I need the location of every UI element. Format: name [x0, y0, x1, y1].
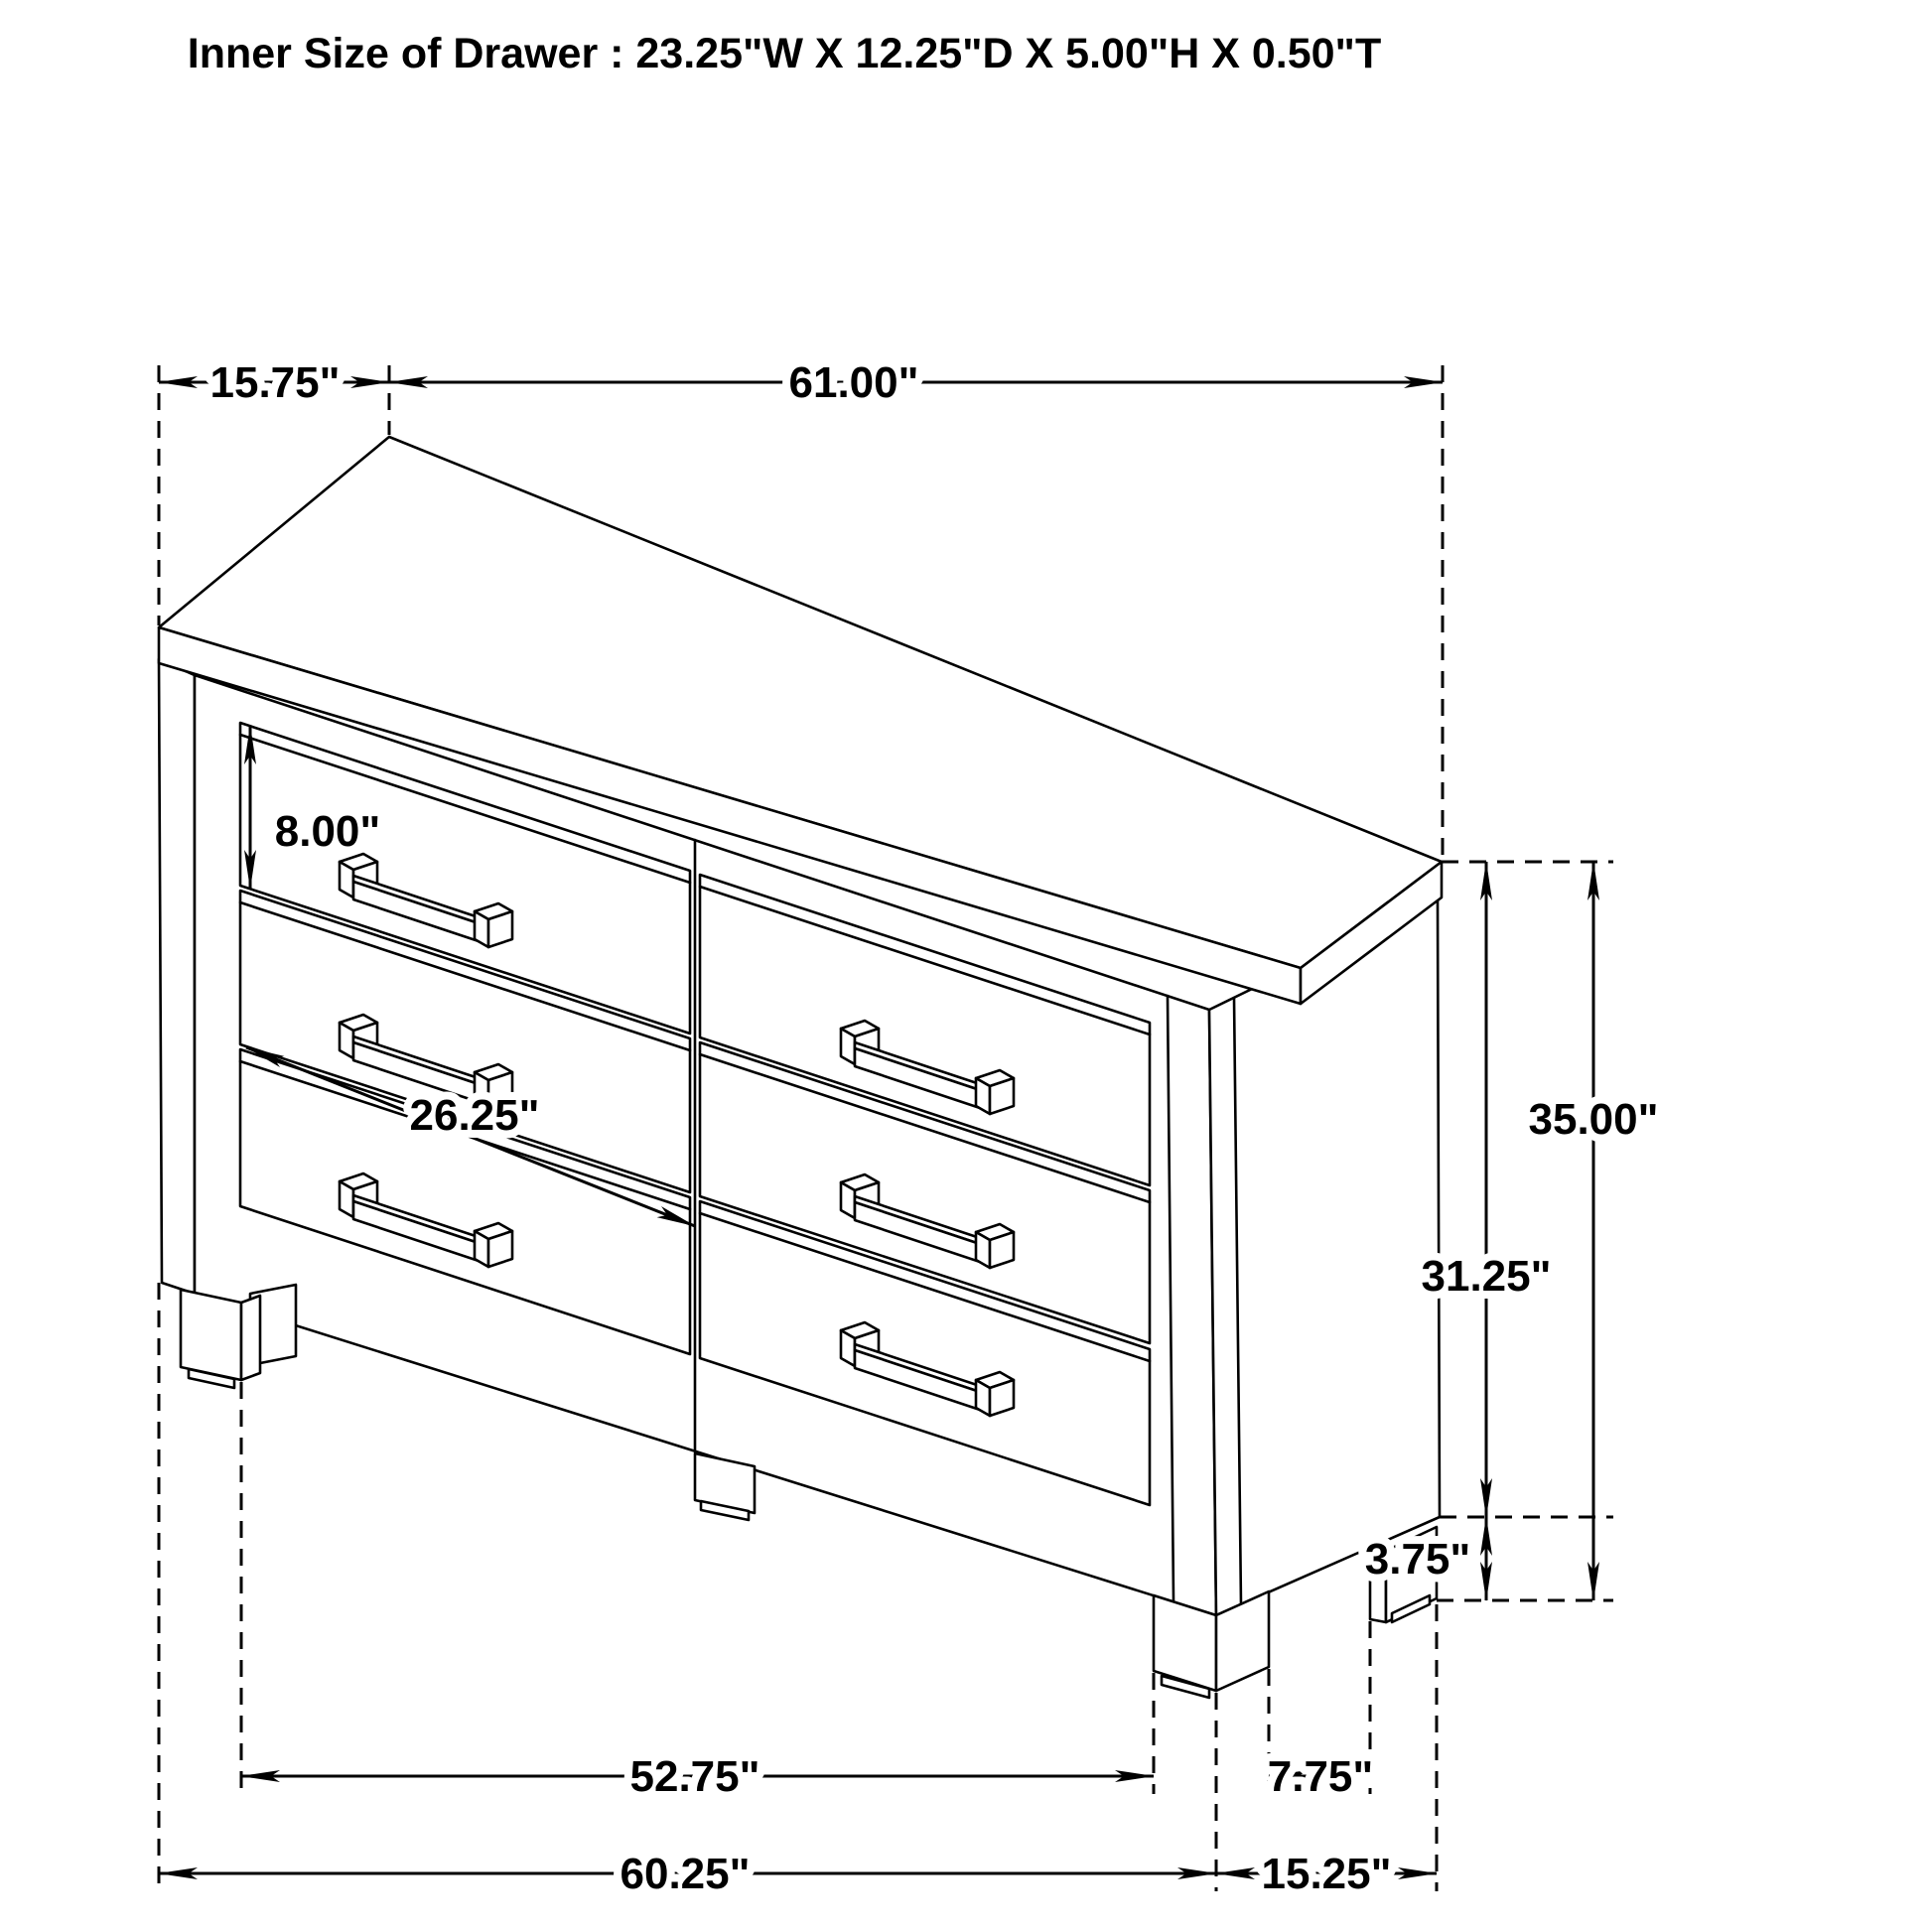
dim-front-leg-span: 52.75" [629, 1752, 760, 1801]
leg-center [695, 1453, 755, 1520]
right-side-panel [1209, 898, 1440, 1615]
dim-drawer-height: 8.00" [274, 807, 381, 856]
dim-base-depth: 15.25" [1261, 1850, 1392, 1898]
diagram-title: Inner Size of Drawer : 23.25"W X 12.25"D X 5.00"H X 0.50"T [187, 30, 1382, 77]
dresser-body [159, 437, 1442, 1698]
dim-total-height: 35.00" [1528, 1095, 1659, 1144]
dim-side-leg-gap: 7.75" [1267, 1752, 1374, 1801]
left-side-panel [159, 659, 195, 1294]
dim-leg-height: 3.75" [1364, 1535, 1471, 1584]
dim-drawer-width: 26.25" [409, 1091, 540, 1140]
dim-case-height: 31.25" [1421, 1252, 1552, 1301]
dim-top-width: 61.00" [788, 358, 919, 407]
dim-base-width: 60.25" [620, 1850, 751, 1898]
dim-top-depth: 15.75" [209, 358, 341, 407]
